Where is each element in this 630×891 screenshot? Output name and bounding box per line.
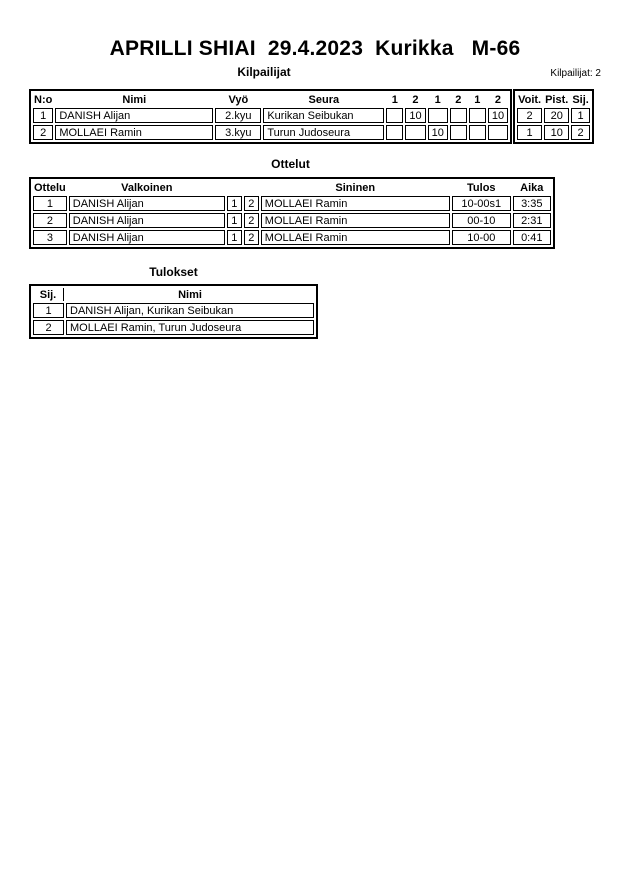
points-cell: 20 — [544, 108, 569, 123]
standings-row — [517, 125, 590, 140]
white-competitor: DANISH Alijan — [69, 196, 225, 211]
col-header-white-no — [227, 181, 242, 194]
score-cell — [428, 108, 448, 123]
match-result: 00-10 — [452, 213, 511, 228]
match-number: 1 — [33, 196, 67, 211]
matches-table — [29, 177, 555, 249]
competitor-number: 1 — [33, 108, 53, 123]
col-header-points: Pist. — [545, 93, 569, 106]
white-number: 1 — [227, 230, 242, 245]
col-header-match: Ottelu — [34, 181, 66, 194]
standings-box — [513, 89, 594, 144]
match-result: 10-00 — [452, 230, 511, 245]
col-header-place: Sij. — [33, 288, 64, 301]
standings-header-row — [517, 93, 590, 106]
col-header-round: 1 — [474, 93, 481, 106]
col-header-name: Nimi — [178, 288, 202, 301]
wins-cell: 2 — [517, 108, 542, 123]
col-header-white: Valkoinen — [121, 181, 173, 194]
competitors-header-row — [33, 93, 508, 106]
competitors-table-group — [29, 89, 594, 144]
standings-row — [517, 108, 590, 123]
competitor-name: MOLLAEI Ramin — [55, 125, 213, 140]
col-header-wins: Voit. — [518, 93, 542, 106]
match-result: 10-00s1 — [452, 196, 511, 211]
col-header-place: Sij. — [572, 93, 589, 106]
matches-table-wrap — [29, 177, 555, 249]
result-row — [33, 303, 314, 318]
score-cell — [488, 125, 508, 140]
competitor-club: Kurikan Seibukan — [263, 108, 384, 123]
competitor-club: Turun Judoseura — [263, 125, 384, 140]
points-cell: 10 — [544, 125, 569, 140]
score-cell — [469, 125, 486, 140]
matches-section-heading: Ottelut — [271, 157, 310, 171]
results-table — [29, 284, 318, 339]
col-header-time: Aika — [520, 181, 544, 194]
result-place: 2 — [33, 320, 64, 335]
score-cell — [450, 108, 467, 123]
score-cell: 10 — [428, 125, 448, 140]
competitor-row — [33, 108, 508, 123]
result-row — [33, 320, 314, 335]
results-header-row — [33, 288, 314, 301]
col-header-blue: Sininen — [335, 181, 376, 194]
place-cell: 2 — [571, 125, 590, 140]
match-time: 3:35 — [513, 196, 551, 211]
match-number: 3 — [33, 230, 67, 245]
score-cell — [469, 108, 486, 123]
competitor-row — [33, 125, 508, 140]
page-title: APRILLI SHIAI 29.4.2023 Kurikka M-66 — [109, 37, 521, 60]
competitor-name: DANISH Alijan — [55, 108, 213, 123]
blue-competitor: MOLLAEI Ramin — [261, 196, 450, 211]
competitors-count-label: Kilpailijat: 2 — [550, 68, 601, 79]
results-table-wrap — [29, 284, 318, 339]
score-cell: 10 — [405, 108, 425, 123]
competitor-number: 2 — [33, 125, 53, 140]
col-header-round: 2 — [412, 93, 419, 106]
results-section-heading: Tulokset — [149, 265, 198, 279]
result-place: 1 — [33, 303, 64, 318]
score-cell — [386, 125, 403, 140]
col-header-round: 2 — [494, 93, 502, 106]
competitor-belt: 3.kyu — [215, 125, 261, 140]
col-header-result: Tulos — [467, 181, 496, 194]
match-row — [33, 196, 551, 211]
competitors-section-heading: Kilpailijat — [237, 65, 291, 79]
score-cell: 10 — [488, 108, 508, 123]
result-name: DANISH Alijan, Kurikan Seibukan — [66, 303, 314, 318]
blue-number: 2 — [244, 230, 259, 245]
blue-number: 2 — [244, 196, 259, 211]
col-header-blue-no — [244, 181, 259, 194]
result-name: MOLLAEI Ramin, Turun Judoseura — [66, 320, 314, 335]
score-cell — [405, 125, 425, 140]
match-number: 2 — [33, 213, 67, 228]
col-header-name: Nimi — [122, 93, 147, 106]
competitor-belt: 2.kyu — [215, 108, 261, 123]
blue-number: 2 — [244, 213, 259, 228]
blue-competitor: MOLLAEI Ramin — [261, 213, 450, 228]
col-header-round: 1 — [391, 93, 398, 106]
score-cell — [450, 125, 467, 140]
match-row — [33, 230, 551, 245]
match-row — [33, 213, 551, 228]
matches-header-row — [33, 181, 551, 194]
col-header-round: 1 — [434, 93, 441, 106]
white-competitor: DANISH Alijan — [69, 230, 225, 245]
match-time: 2:31 — [513, 213, 551, 228]
white-competitor: DANISH Alijan — [69, 213, 225, 228]
white-number: 1 — [227, 196, 242, 211]
white-number: 1 — [227, 213, 242, 228]
col-header-round: 2 — [455, 93, 462, 106]
blue-competitor: MOLLAEI Ramin — [261, 230, 450, 245]
score-cell — [386, 108, 403, 123]
col-header-no: N:o — [34, 93, 53, 106]
competitors-table — [29, 89, 512, 144]
col-header-belt: Vyö — [228, 93, 249, 106]
col-header-club: Seura — [308, 93, 340, 106]
wins-cell: 1 — [517, 125, 542, 140]
place-cell: 1 — [571, 108, 590, 123]
match-time: 0:41 — [513, 230, 551, 245]
